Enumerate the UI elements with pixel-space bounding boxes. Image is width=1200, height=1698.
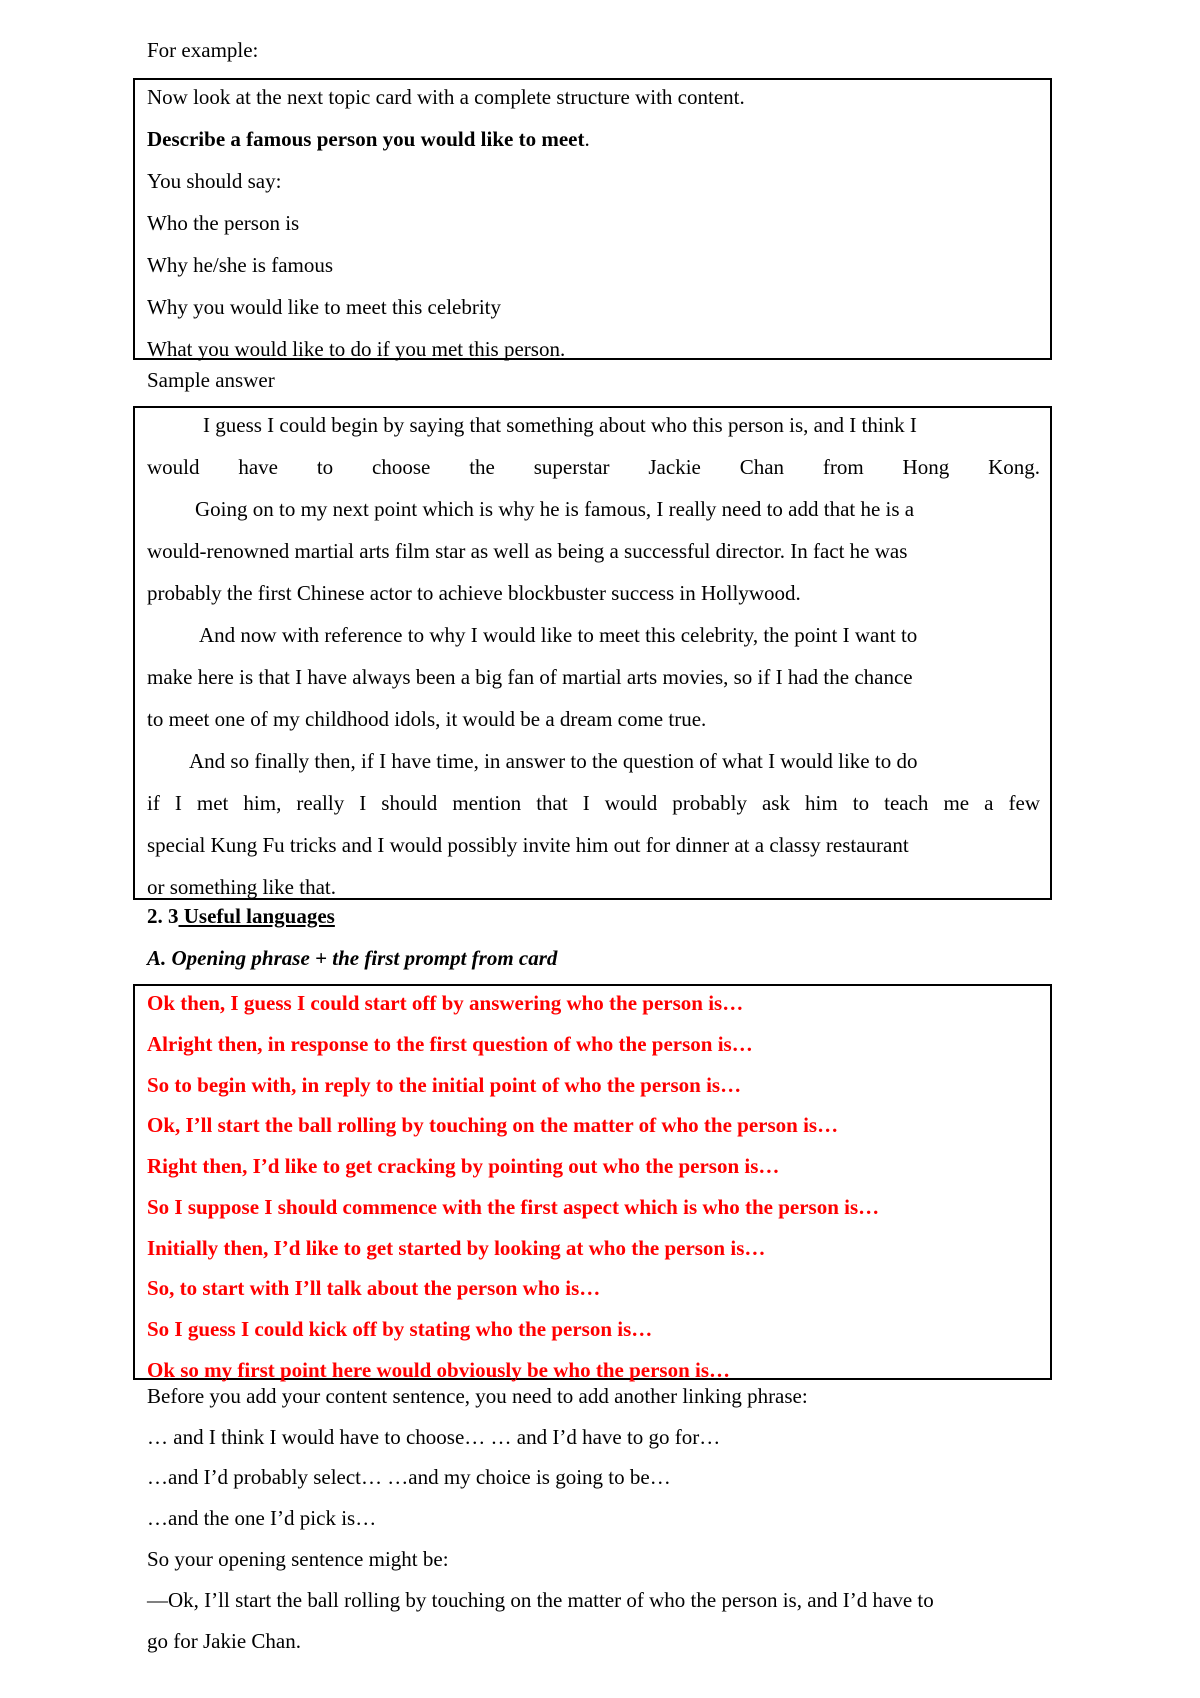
phrase-item: Ok, I’ll start the ball rolling by touching on the matter of who the person is… bbox=[147, 1113, 839, 1137]
sample-answer-line: And so finally then, if I have time, in answer to the question of what I would like to do bbox=[189, 749, 918, 773]
topic-card-line: You should say: bbox=[147, 169, 282, 193]
after-text-line: So your opening sentence might be: bbox=[147, 1547, 449, 1571]
sample-answer-label: Sample answer bbox=[147, 368, 275, 392]
sample-answer-line: I guess I could begin by saying that something about who this person is, and I think I bbox=[203, 413, 917, 437]
after-text-line: … and I think I would have to choose… … and I’d have to go for… bbox=[147, 1425, 721, 1449]
subsection-title: A. Opening phrase + the first prompt from card bbox=[147, 946, 558, 970]
phrase-item: Alright then, in response to the first question of who the person is… bbox=[147, 1032, 753, 1056]
sample-answer-line: or something like that. bbox=[147, 875, 336, 899]
after-text-line: —Ok, I’ll start the ball rolling by touching on the matter of who the person is, and I’d have to bbox=[147, 1588, 934, 1612]
topic-card-title-text: Describe a famous person you would like to meet bbox=[147, 127, 585, 151]
phrase-item: Right then, I’d like to get cracking by pointing out who the person is… bbox=[147, 1154, 780, 1178]
topic-card-box bbox=[133, 78, 1052, 360]
sample-answer-line: Going on to my next point which is why he is famous, I really need to add that he is a bbox=[195, 497, 915, 521]
topic-card-line: Who the person is bbox=[147, 211, 300, 235]
topic-card-title-period: . bbox=[584, 127, 590, 151]
section-title: Useful languages bbox=[178, 904, 335, 928]
topic-card-line: Why he/she is famous bbox=[147, 253, 334, 277]
topic-card-intro: Now look at the next topic card with a complete structure with content. bbox=[147, 85, 745, 109]
sample-answer-line: to meet one of my childhood idols, it would be a dream come true. bbox=[147, 707, 707, 731]
sample-answer-line: if I met him, really I should mention that I would probably ask him to teach me a few bbox=[147, 791, 1040, 815]
after-text-line: …and I’d probably select… …and my choice is going to be… bbox=[147, 1465, 671, 1489]
phrases-box bbox=[133, 984, 1052, 1380]
phrase-item: Ok so my first point here would obviously be who the person is… bbox=[147, 1358, 731, 1382]
intro-label: For example: bbox=[147, 38, 259, 62]
phrase-item: So to begin with, in reply to the initial point of who the person is… bbox=[147, 1073, 742, 1097]
section-heading bbox=[147, 903, 335, 929]
after-text-line: …and the one I’d pick is… bbox=[147, 1506, 377, 1530]
phrase-item: Initially then, I’d like to get started by looking at who the person is… bbox=[147, 1236, 766, 1260]
topic-card-line: What you would like to do if you met this person. bbox=[147, 337, 566, 361]
phrase-item: So, to start with I’ll talk about the person who is… bbox=[147, 1276, 601, 1300]
topic-card-title bbox=[147, 126, 590, 152]
sample-answer-line: special Kung Fu tricks and I would possibly invite him out for dinner at a classy restaurant bbox=[147, 833, 909, 857]
sample-answer-line: probably the first Chinese actor to achieve blockbuster success in Hollywood. bbox=[147, 581, 801, 605]
section-number: 2. 3 bbox=[147, 904, 179, 928]
sample-answer-line: would have to choose the superstar Jackie Chan from Hong Kong. bbox=[147, 455, 1040, 479]
sample-answer-line: make here is that I have always been a big fan of martial arts movies, so if I had the chance bbox=[147, 665, 913, 689]
phrase-item: Ok then, I guess I could start off by answering who the person is… bbox=[147, 991, 744, 1015]
phrase-item: So I suppose I should commence with the first aspect which is who the person is… bbox=[147, 1195, 880, 1219]
phrase-item: So I guess I could kick off by stating who the person is… bbox=[147, 1317, 653, 1341]
sample-answer-box bbox=[133, 406, 1052, 900]
after-text-line: Before you add your content sentence, you need to add another linking phrase: bbox=[147, 1384, 808, 1408]
sample-answer-line: And now with reference to why I would like to meet this celebrity, the point I want to bbox=[199, 623, 918, 647]
after-text-line: go for Jakie Chan. bbox=[147, 1629, 301, 1653]
topic-card-line: Why you would like to meet this celebrity bbox=[147, 295, 502, 319]
sample-answer-line: would-renowned martial arts film star as well as being a successful director. In fact he was bbox=[147, 539, 908, 563]
